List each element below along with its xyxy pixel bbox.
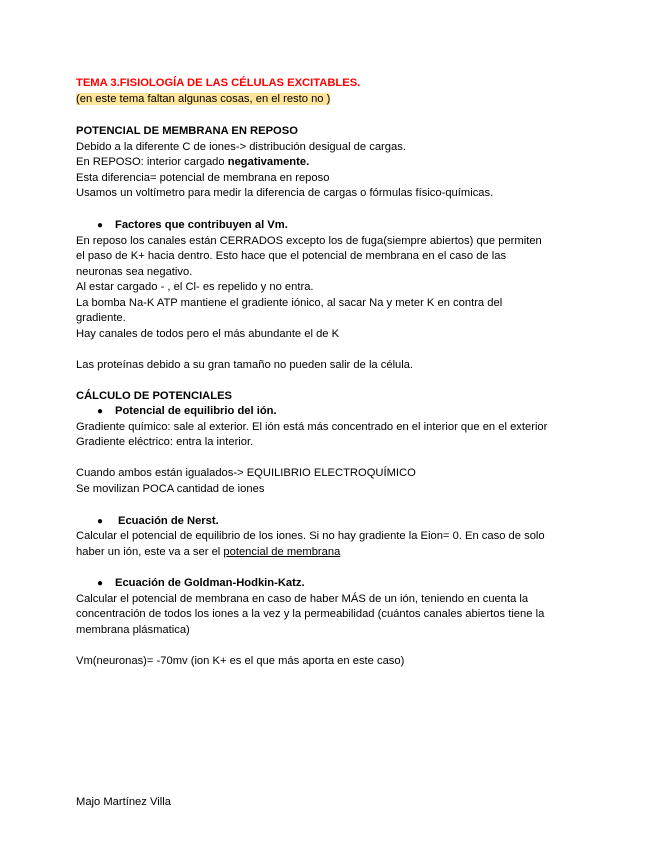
underlined-term: potencial de membrana (223, 546, 341, 558)
paragraph-line: Usamos un voltímetro para medir la diferencia de cargas o fórmulas físico-químicas. (76, 187, 494, 199)
paragraph-line: neuronas sea negativo. (76, 266, 193, 278)
subheading-factors: Factores que contribuyen al Vm. (115, 219, 288, 231)
paragraph-line: el paso de K+ hacia dentro. Esto hace que el potencial de membrana en el caso de las (76, 250, 507, 262)
paragraph-line: Hay canales de todos pero el más abundante el de K (76, 328, 340, 340)
paragraph-line: Al estar cargado - , el Cl- es repelido y no entra. (76, 281, 314, 293)
title-note (76, 92, 330, 107)
subheading-goldman: Ecuación de Goldman-Hodkin-Katz. (115, 577, 305, 589)
footer-author: Majo Martínez Villa (76, 796, 171, 808)
paragraph-line: Debido a la diferente C de iones-> distribución desigual de cargas. (76, 141, 406, 153)
section-heading-resting-potential: POTENCIAL DE MEMBRANA EN REPOSO (76, 125, 298, 137)
bold-term: negativamente. (227, 156, 310, 168)
bullet-icon: ● (97, 578, 104, 589)
bullet-icon: ● (97, 406, 104, 417)
highlighted-note: (en este tema faltan algunas cosas, en el resto no ) (76, 93, 331, 105)
subheading-equilibrium: Potencial de equilibrio del ión. (115, 405, 277, 417)
document-title: TEMA 3.FISIOLOGÍA DE LAS CÉLULAS EXCITABLES. (76, 77, 361, 89)
paragraph-line: Gradiente químico: sale al exterior. El ión está más concentrado en el interior que en el exterior (76, 421, 548, 433)
paragraph-line: Esta diferencia= potencial de membrana en reposo (76, 172, 330, 184)
section-heading-calculation: CÁLCULO DE POTENCIALES (76, 390, 233, 402)
paragraph-line: En reposo los canales están CERRADOS excepto los de fuga(siempre abiertos) que permiten (76, 235, 542, 247)
subheading-nerst: Ecuación de Nerst. (118, 515, 219, 527)
paragraph-line: Se movilizan POCA cantidad de iones (76, 483, 265, 495)
paragraph-line: Calcular el potencial de membrana en caso de haber MÁS de un ión, teniendo en cuenta la (76, 593, 529, 605)
paragraph-line: gradiente. (76, 312, 126, 324)
bullet-icon: ● (97, 220, 104, 231)
paragraph-line: membrana plásmatica) (76, 624, 190, 636)
bullet-icon: ● (97, 516, 104, 527)
paragraph-line: haber un ión, este va a ser el potencial de membrana (76, 546, 341, 558)
paragraph-line: concentración de todos los iones a la vez y la permeabilidad (cuántos canales abiertos tiene la (76, 608, 545, 620)
paragraph-line: Vm(neuronas)= -70mv (ion K+ es el que más aporta en este caso) (76, 655, 405, 667)
paragraph-line: Cuando ambos están igualados-> EQUILIBRIO ELECTROQUÍMICO (76, 467, 416, 479)
paragraph-line: En REPOSO: interior cargado negativamente. (76, 156, 310, 168)
paragraph-line: La bomba Na-K ATP mantiene el gradiente iónico, al sacar Na y meter K en contra del (76, 297, 503, 309)
paragraph-line: Gradiente eléctrico: entra la interior. (76, 436, 254, 448)
paragraph-line: Las proteínas debido a su gran tamaño no pueden salir de la célula. (76, 359, 414, 371)
paragraph-line: Calcular el potencial de equilibrio de los iones. Si no hay gradiente la Eion= 0. En caso de solo (76, 530, 545, 542)
